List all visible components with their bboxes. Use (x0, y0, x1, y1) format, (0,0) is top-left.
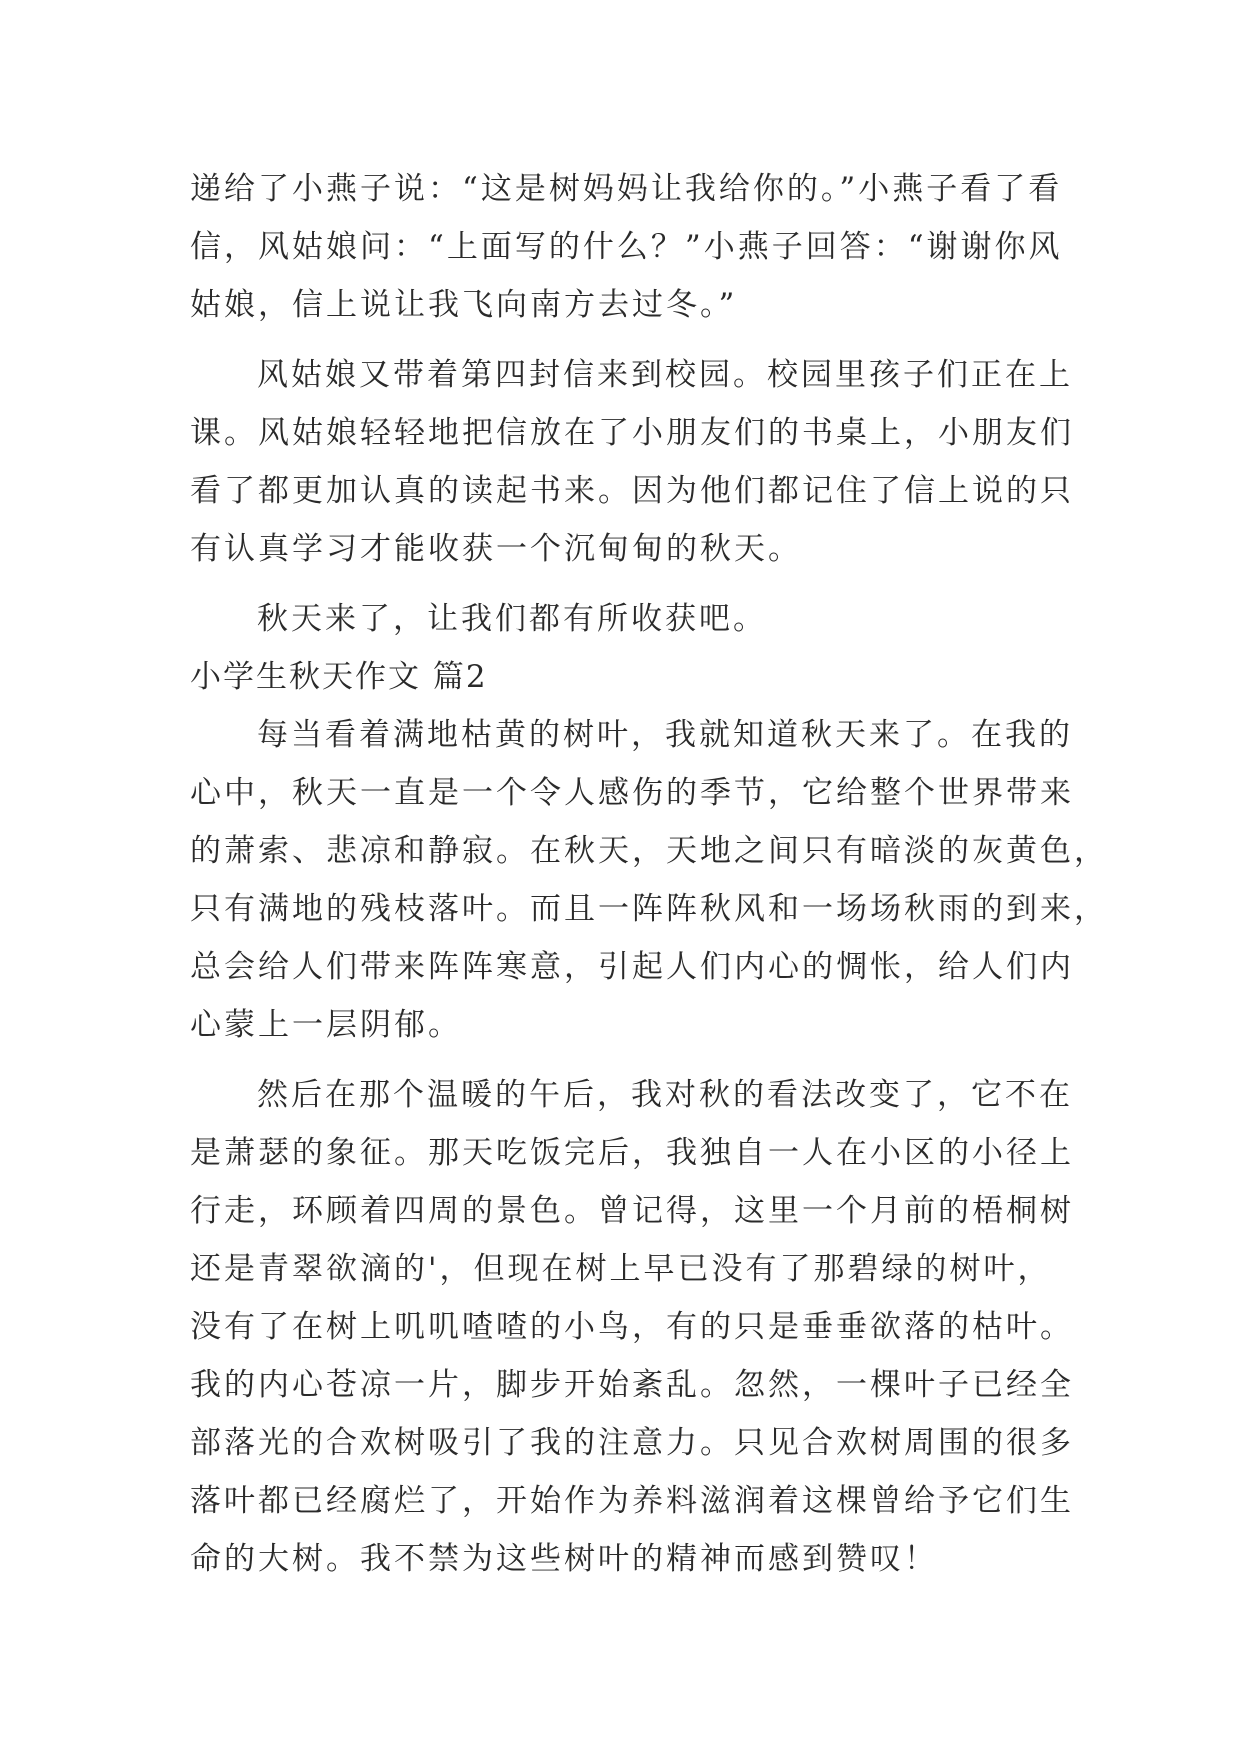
text-line: 每当看着满地枯黄的树叶，我就知道秋天来了。在我的 (257, 717, 1073, 753)
text-line: 秋天来了，让我们都有所收获吧。 (257, 601, 767, 637)
text-line: 总会给人们带来阵阵寒意，引起人们内心的惆怅，给人们内 (190, 949, 1074, 985)
text-line: 递给了小燕子说：“这是树妈妈让我给你的。”小燕子看了看 (190, 171, 1063, 207)
text-line: 没有了在树上叽叽喳喳的小鸟，有的只是垂垂欲落的枯叶。 (190, 1309, 1074, 1345)
text-line: 落叶都已经腐烂了，开始作为养料滋润着这棵曾给予它们生 (190, 1483, 1074, 1519)
text-line: 课。风姑娘轻轻地把信放在了小朋友们的书桌上，小朋友们 (190, 415, 1074, 451)
text-line: 只有满地的残枝落叶。而且一阵阵秋风和一场场秋雨的到来， (190, 891, 1108, 927)
text-line: 命的大树。我不禁为这些树叶的精神而感到赞叹！ (190, 1541, 938, 1577)
text-line: 部落光的合欢树吸引了我的注意力。只见合欢树周围的很多 (190, 1425, 1074, 1461)
text-line: 的萧索、悲凉和静寂。在秋天，天地之间只有暗淡的灰黄色， (190, 833, 1108, 869)
text-line: 是萧瑟的象征。那天吃饭完后，我独自一人在小区的小径上 (190, 1135, 1074, 1171)
document-body (190, 160, 1108, 1588)
text-line: 姑娘，信上说让我飞向南方去过冬。” (190, 287, 738, 323)
text-line: 心蒙上一层阴郁。 (190, 1007, 462, 1043)
paragraph (190, 1066, 1074, 1588)
text-line: 然后在那个温暖的午后，我对秋的看法改变了，它不在 (257, 1077, 1073, 1113)
text-line: 行走，环顾着四周的景色。曾记得，这里一个月前的梧桐树 (190, 1193, 1074, 1229)
text-line: 心中，秋天一直是一个令人感伤的季节，它给整个世界带来 (190, 775, 1074, 811)
text-line: 我的内心苍凉一片，脚步开始紊乱。忽然，一棵叶子已经全 (190, 1367, 1074, 1403)
text-line: 还是青翠欲滴的'，但现在树上早已没有了那碧绿的树叶， (190, 1251, 1052, 1287)
section-heading: 小学生秋天作文 篇2 (190, 659, 488, 695)
paragraph (190, 160, 1070, 334)
paragraph (190, 346, 1074, 578)
paragraph (190, 706, 1108, 1054)
text-line: 风姑娘又带着第四封信来到校园。校园里孩子们正在上 (257, 357, 1073, 393)
text-line: 信，风姑娘问：“上面写的什么？”小燕子回答：“谢谢你风 (190, 229, 1063, 265)
paragraph (190, 590, 1070, 648)
text-line: 有认真学习才能收获一个沉甸甸的秋天。 (190, 531, 802, 567)
text-line: 看了都更加认真的读起书来。因为他们都记住了信上说的只 (190, 473, 1074, 509)
